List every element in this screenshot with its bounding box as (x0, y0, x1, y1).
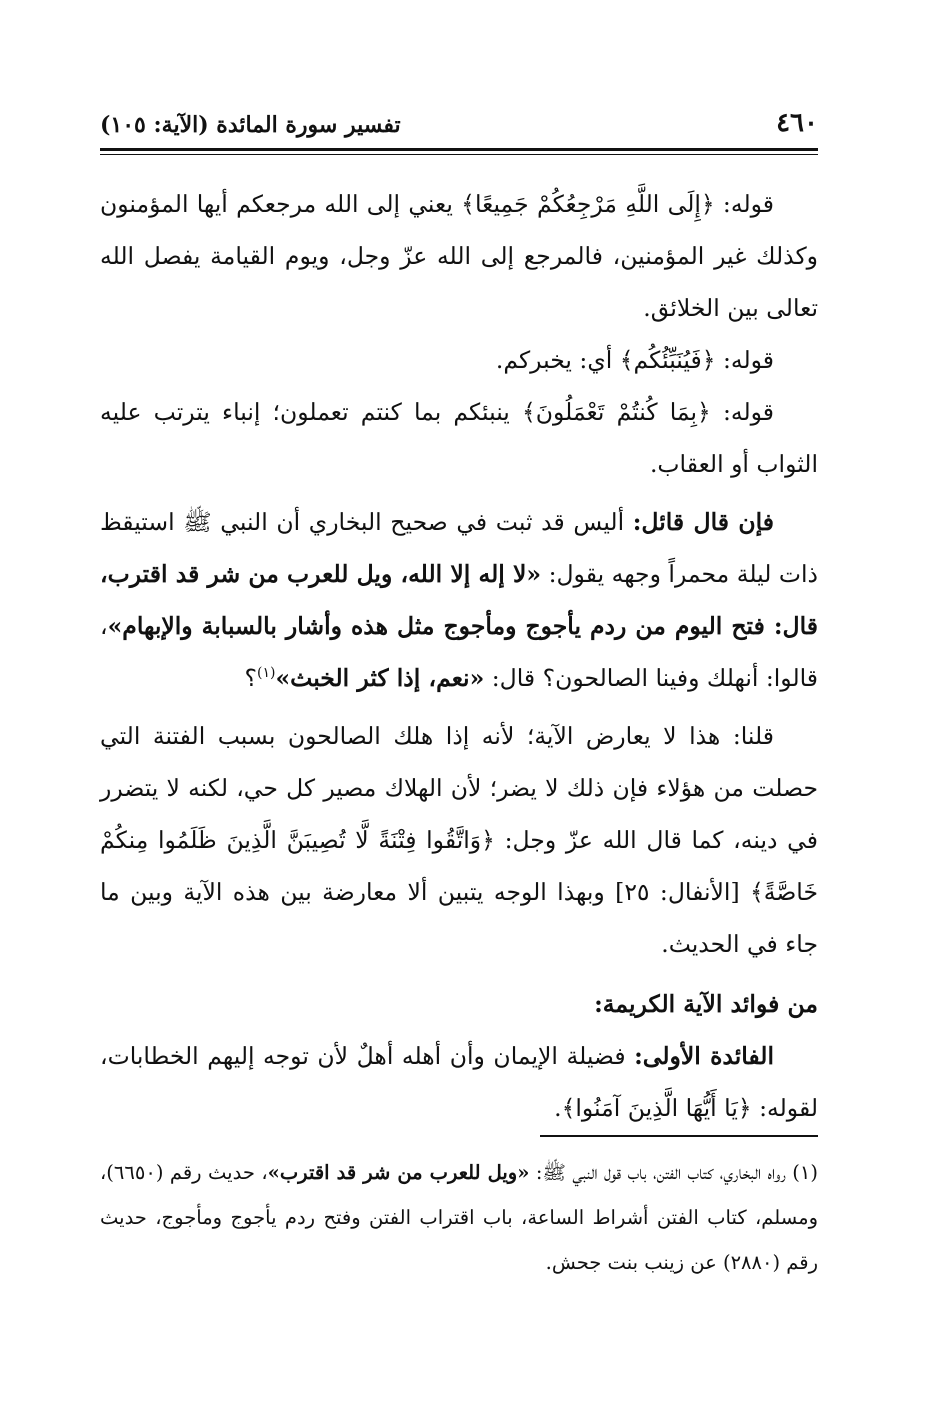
first-benefit-lead: الفائدة الأولى: (634, 1042, 774, 1070)
first-benefit-text: فضيلة الإيمان وأن أهله أهلٌ لأن توجه إليهم الخطابات، لقوله: ﴿يَا أَيُّهَا الَّذِينَ آمَنُوا﴾. (100, 1042, 818, 1122)
question-mark: ؟ (244, 664, 257, 692)
paragraph-bima-kuntum: قوله: ﴿بِمَا كُنتُمْ تَعْمَلُونَ﴾ ينبئكم بما كنتم تعملون؛ إنباء يترتب عليه الثواب أو العقاب. (100, 398, 818, 478)
section-heading: من فوائد الآية الكريمة: (594, 990, 818, 1018)
paragraph-marjiukum: قوله: ﴿إِلَى اللَّهِ مَرْجِعُكُمْ جَمِيعًا﴾ يعني إلى الله مرجعكم أيها المؤمنون وكذلك غير المؤمنين، فالمرجع إلى الله عزّ وجل، ويوم القيامة يفصل الله تعالى بين الخلائق. (100, 190, 818, 322)
footnote (100, 1150, 818, 1285)
hadith-quote: «لا إله إلا الله، ويل للعرب من شر قد اقترب، قال: فتح اليوم من ردم يأجوج ومأجوج مثل هذه وأشار بالسبابة والإبهام» (100, 560, 818, 640)
footnote-hadith-title: «ويل للعرب من شر قد اقترب» (267, 1161, 530, 1184)
objection-lead: فإن قال قائل: (632, 508, 774, 536)
hadith-answer: «نعم، إذا كثر الخبث» (275, 664, 485, 692)
running-title: تفسير سورة المائدة (الآية: ١٠٥) (100, 112, 401, 138)
paragraph-fayunabbiukum: قوله: ﴿فَيُنَبِّئُكُم﴾ أي: يخبركم. (495, 346, 774, 374)
paragraph-objection (100, 496, 818, 704)
paragraph-reply: قلنا: هذا لا يعارض الآية؛ لأنه إذا هلك الصالحون بسبب الفتنة التي حصلت من هؤلاء فإن ذلك لا يضر؛ لأن الهلاك مصير كل حي، لكنه لا يتضرر في دينه، كما قال الله عزّ وجل: ﴿وَاتَّقُوا فِتْنَةً لَّا تُصِيبَنَّ الَّذِينَ ظَلَمُوا مِنكُمْ خَاصَّةً﴾ [الأنفال: ٢٥] وبهذا الوجه يتبين ألا معارضة بين هذه الآية وبين ما جاء في الحديث. (100, 722, 818, 958)
footnote-reference: (١) (256, 665, 276, 682)
main-text (100, 178, 818, 1134)
footnote-text: (١) رواه البخاري، كتاب الفتن، باب قول النبي ﷺ: (529, 1161, 818, 1184)
objection-text-2: ، قالوا: أنهلك وفينا الصالحون؟ قال: (100, 612, 818, 692)
page-header (100, 108, 818, 150)
header-rule (100, 148, 818, 151)
paragraph-first-benefit (100, 1030, 818, 1134)
footnote-separator (540, 1135, 818, 1137)
page-number: ٤٦٠ (776, 108, 818, 138)
objection-text: أليس قد ثبت في صحيح البخاري أن النبي ﷺ استيقظ ذات ليلة محمراً وجهه يقول: (100, 508, 818, 588)
footnote-1 (100, 1150, 818, 1285)
footnote-text-2: ، حديث رقم (٦٦٥٠)، ومسلم، كتاب الفتن أشراط الساعة، باب اقتراب الفتن وفتح ردم يأجوج ومأجوج، حديث رقم (٢٨٨٠) عن زينب بنت جحش. (100, 1161, 818, 1274)
header-rule-thin (100, 154, 818, 155)
